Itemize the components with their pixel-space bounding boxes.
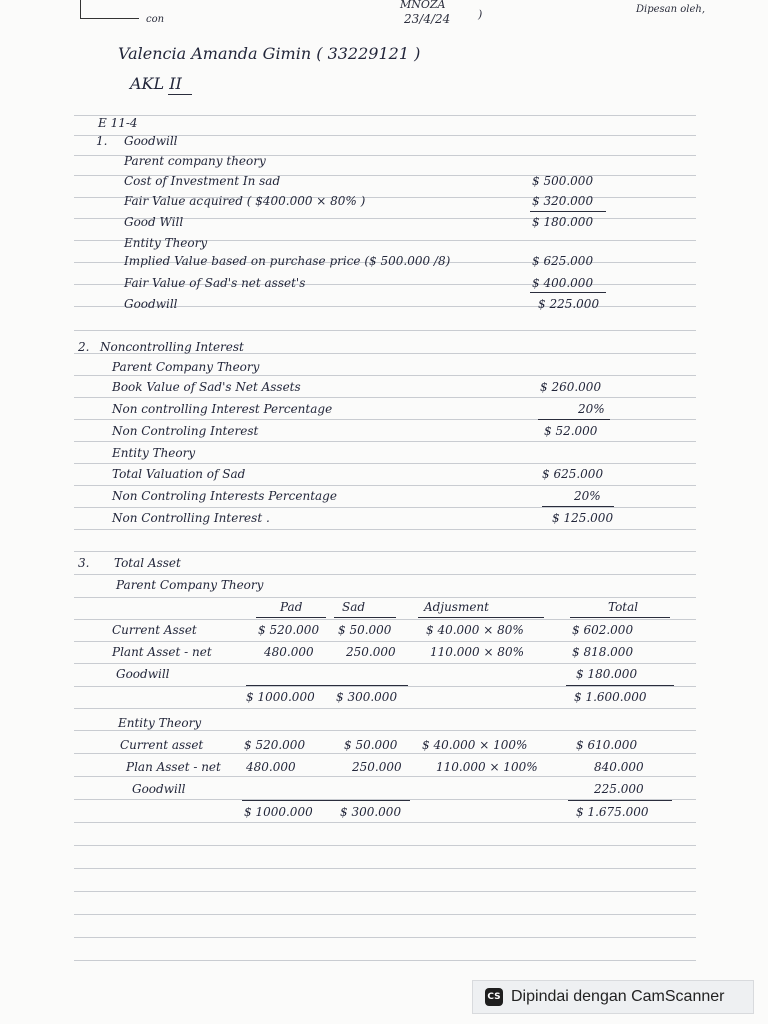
s3-parent-total-total: $ 1.600.000 <box>574 690 647 704</box>
s3-entity-row-pad: 480.000 <box>246 760 296 774</box>
section2-entity-theory: Entity Theory <box>112 446 196 460</box>
col-header-underline <box>418 617 544 618</box>
s3-entity-total-line <box>242 800 410 801</box>
date: 23/4/24 <box>404 12 451 26</box>
s2-entity-row-label: Total Valuation of Sad <box>112 467 246 481</box>
s3-parent-total-pad: $ 1000.000 <box>246 690 315 704</box>
student-name: Valencia Amanda Gimin ( 33229121 ) <box>118 44 421 63</box>
s3-parent-total-line <box>246 685 408 686</box>
s2-parent-row-label: Non controlling Interest Percentage <box>112 402 333 416</box>
s3-parent-row-total: $ 818.000 <box>572 645 634 659</box>
section2-number: 2. <box>78 340 90 354</box>
s1-entity-subtotal-line <box>530 292 606 293</box>
s3-entity-total-pad: $ 1000.000 <box>244 805 313 819</box>
s3-parent-row-pad: 480.000 <box>264 645 314 659</box>
s3-parent-row-adj: 110.000 × 80% <box>430 645 524 659</box>
paraf-mark: ) <box>478 8 483 21</box>
s2-entity-subtotal-line <box>542 506 614 507</box>
col-header-sad: Sad <box>342 600 366 614</box>
s1-parent-row-amount: $ 500.000 <box>532 174 594 188</box>
col-header-underline <box>570 617 670 618</box>
s3-entity-row-total: $ 610.000 <box>576 738 638 752</box>
camscanner-text: Dipindai dengan CamScanner <box>511 988 725 1005</box>
s1-entity-row-label: Fair Value of Sad's net asset's <box>124 276 306 290</box>
s2-parent-row-amount: 20% <box>578 402 605 416</box>
header-corner-box <box>80 0 139 19</box>
s1-entity-row-amount: $ 625.000 <box>532 254 594 268</box>
col-header-total: Total <box>608 600 639 614</box>
section3-entity-theory: Entity Theory <box>118 716 202 730</box>
s2-parent-row-label: Book Value of Sad's Net Assets <box>112 380 301 394</box>
s3-entity-row-total: 225.000 <box>594 782 644 796</box>
s3-entity-total-sad: $ 300.000 <box>340 805 402 819</box>
col-header-adjusment: Adjusment <box>424 600 489 614</box>
s3-parent-row-total: $ 602.000 <box>572 623 634 637</box>
s1-parent-row-label: Cost of Investment In sad <box>124 174 281 188</box>
course-code: AKL II <box>130 74 182 93</box>
s3-parent-row-total: $ 180.000 <box>576 667 638 681</box>
s3-entity-row-sad: 250.000 <box>352 760 402 774</box>
col-header-underline <box>256 617 326 618</box>
s3-parent-row-sad: 250.000 <box>346 645 396 659</box>
section1-title: Goodwill <box>124 134 178 148</box>
section3-parent-theory: Parent Company Theory <box>116 578 264 592</box>
s3-parent-row-label: Goodwill <box>116 667 170 681</box>
section2-parent-theory: Parent Company Theory <box>112 360 260 374</box>
date-top-mark: MNOZA <box>400 0 446 11</box>
section1-number: 1. <box>96 134 108 148</box>
s2-entity-row-amount: $ 125.000 <box>552 511 614 525</box>
s1-parent-subtotal-line <box>530 211 606 212</box>
s1-entity-row-amount: $ 400.000 <box>532 276 594 290</box>
s2-entity-row-amount: 20% <box>574 489 601 503</box>
s2-entity-row-amount: $ 625.000 <box>542 467 604 481</box>
s1-parent-row-label: Good Will <box>124 215 184 229</box>
camscanner-watermark <box>472 980 754 1014</box>
s3-entity-row-pad: $ 520.000 <box>244 738 306 752</box>
s3-entity-total-line <box>568 800 672 801</box>
s3-parent-row-label: Current Asset <box>112 623 197 637</box>
section2-title: Noncontrolling Interest <box>100 340 244 354</box>
section3-title: Total Asset <box>114 556 181 570</box>
s2-parent-subtotal-line <box>538 419 610 420</box>
s1-entity-row-label: Goodwill <box>124 297 178 311</box>
s2-parent-row-amount: $ 260.000 <box>540 380 602 394</box>
s3-parent-row-sad: $ 50.000 <box>338 623 392 637</box>
section3-number: 3. <box>78 556 90 570</box>
s1-parent-row-amount: $ 180.000 <box>532 215 594 229</box>
s3-parent-total-sad: $ 300.000 <box>336 690 398 704</box>
s3-entity-row-total: 840.000 <box>594 760 644 774</box>
s3-parent-row-adj: $ 40.000 × 80% <box>426 623 524 637</box>
s2-entity-row-label: Non Controlling Interest . <box>112 511 270 525</box>
course-underline <box>168 94 192 95</box>
s3-parent-row-label: Plant Asset - net <box>112 645 212 659</box>
s3-entity-row-adj: $ 40.000 × 100% <box>422 738 528 752</box>
s1-parent-row-label: Fair Value acquired ( $400.000 × 80% ) <box>124 194 366 208</box>
s2-parent-row-amount: $ 52.000 <box>544 424 598 438</box>
s2-entity-row-label: Non Controling Interests Percentage <box>112 489 337 503</box>
camscanner-logo: CS <box>485 988 503 1006</box>
section1-parent-theory: Parent company theory <box>124 154 266 168</box>
s3-entity-total-total: $ 1.675.000 <box>576 805 649 819</box>
s3-parent-row-pad: $ 520.000 <box>258 623 320 637</box>
s3-entity-row-label: Goodwill <box>132 782 186 796</box>
col-header-underline <box>334 617 396 618</box>
s1-parent-row-amount: $ 320.000 <box>532 194 594 208</box>
exercise-number: E 11-4 <box>98 116 138 130</box>
s3-entity-row-adj: 110.000 × 100% <box>436 760 538 774</box>
dipesan-label: Dipesan oleh, <box>636 4 706 15</box>
col-header-pad: Pad <box>280 600 303 614</box>
section1-entity-theory: Entity Theory <box>124 236 208 250</box>
s3-entity-row-sad: $ 50.000 <box>344 738 398 752</box>
s1-entity-row-label: Implied Value based on purchase price ($ 500.000 /8) <box>124 254 451 268</box>
s3-entity-row-label: Current asset <box>120 738 204 752</box>
s1-entity-row-amount: $ 225.000 <box>538 297 600 311</box>
s3-entity-row-label: Plan Asset - net <box>126 760 221 774</box>
s2-parent-row-label: Non Controling Interest <box>112 424 259 438</box>
corner-text: con <box>146 14 165 25</box>
s3-parent-total-line <box>566 685 674 686</box>
